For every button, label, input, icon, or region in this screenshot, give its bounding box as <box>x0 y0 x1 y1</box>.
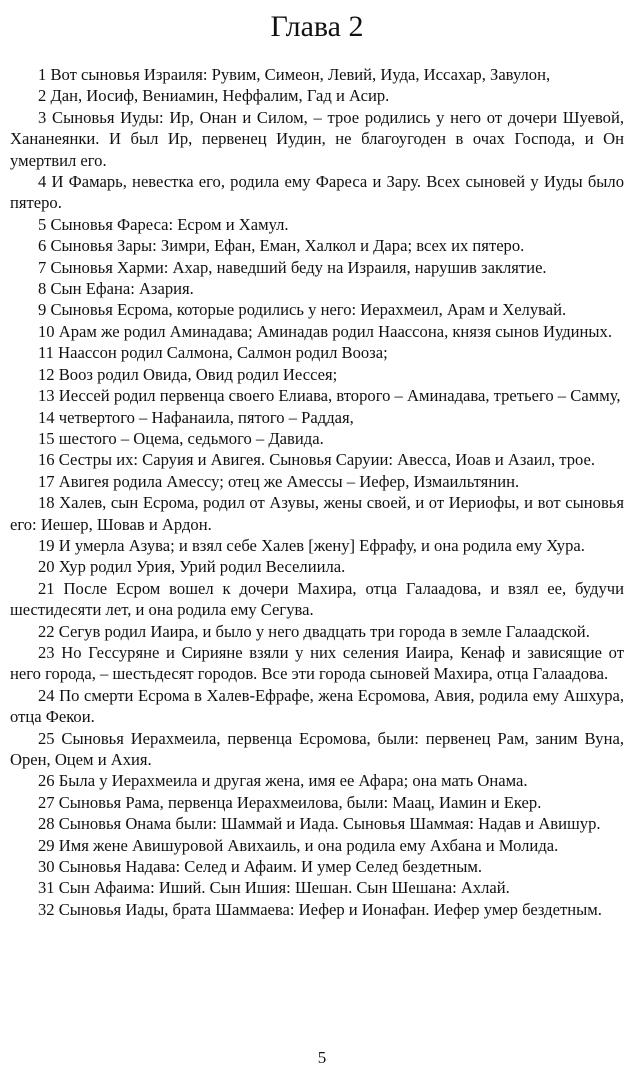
verse-paragraph: 26 Была у Иерахмеила и другая жена, имя ее Афара; она мать Онама. <box>38 771 528 791</box>
verse-paragraph: 29 Имя жене Авишуровой Авихаиль, и она родила ему Ахбана и Молида. <box>38 835 559 855</box>
verse-paragraph: 17 Авигея родила Амессу; отец же Амессы – Иефер, Измаильтянин. <box>38 471 520 491</box>
verse-paragraph: 13 Иессей родил первенца своего Елиава, второго – Аминадава, третьего – Самму, <box>38 386 621 406</box>
verse-paragraph: 4 И Фамарь, невестка его, родила ему Фареса и Зару. Всех сыновей у Иуды было пятеро. <box>10 172 624 213</box>
verse-paragraph: 28 Сыновья Онама были: Шаммай и Иада. Сыновья Шаммая: Надав и Авишур. <box>38 814 601 834</box>
verse-paragraph: 19 И умерла Азува; и взял себе Халев [жену] Ефрафу, и она родила ему Хура. <box>38 535 585 555</box>
verse-paragraph: 9 Сыновья Есрома, которые родились у него: Иерахмеил, Арам и Хелувай. <box>38 300 567 320</box>
verse-paragraph: 31 Сын Афаима: Иший. Сын Ишия: Шешан. Сын Шешана: Ахлай. <box>38 878 510 898</box>
verse-paragraph: 6 Сыновья Зары: Зимри, Ефан, Еман, Халкол и Дара; всех их пятеро. <box>38 236 525 256</box>
verse-paragraph: 22 Сегув родил Иаира, и было у него двадцать три города в земле Галаадской. <box>38 621 590 641</box>
verse-paragraph: 32 Сыновья Иады, брата Шаммаева: Иефер и Ионафан. Иефер умер бездетным. <box>38 899 602 919</box>
verse-paragraph: 16 Сестры их: Саруия и Авигея. Сыновья Саруии: Авесса, Иоав и Азаил, трое. <box>38 450 596 470</box>
verse-paragraph: 25 Сыновья Иерахмеила, первенца Есромова, были: первенец Рам, заним Вуна, Орен, Оцем и Ахия. <box>10 728 624 769</box>
verse-paragraph: 7 Сыновья Харми: Ахар, наведший беду на Израиля, нарушив заклятие. <box>38 257 547 277</box>
verse-paragraph: 14 четвертого – Нафанаила, пятого – Раддая, <box>38 407 354 427</box>
verse-paragraph: 30 Сыновья Надава: Селед и Афаим. И умер Селед бездетным. <box>38 857 483 877</box>
verse-list <box>10 64 624 920</box>
verse-paragraph: 21 После Есром вошел к дочери Махира, отца Галаадова, и взял ее, будучи шестидесяти лет, и она родила ему Сегува. <box>10 578 624 620</box>
verse-paragraph: 8 Сын Ефана: Азария. <box>38 279 194 299</box>
verse-paragraph: 15 шестого – Оцема, седьмого – Давида. <box>38 428 324 448</box>
verse-paragraph: 23 Но Гессуряне и Сирияне взяли у них селения Иаира, Кенаф и зависящие от него города, – шестьдесят городов. Все эти города сыновей Махира, отца Галаадова. <box>10 642 624 684</box>
verse-paragraph: 27 Сыновья Рама, первенца Иерахмеилова, были: Маац, Иамин и Екер. <box>38 792 542 812</box>
chapter-title: Глава 2 <box>270 10 364 43</box>
page-number: 5 <box>317 1048 327 1067</box>
verse-paragraph: 2 Дан, Иосиф, Вениамин, Неффалим, Гад и Асир. <box>38 86 390 106</box>
verse-paragraph: 12 Вооз родил Овида, Овид родил Иессея; <box>38 364 338 384</box>
verse-paragraph: 24 По смерти Есрома в Халев-Ефрафе, жена Есромова, Авия, родила ему Ашхура, отца Фекои. <box>10 685 624 727</box>
verse-paragraph: 18 Халев, сын Есрома, родил от Азувы, жены своей, и от Иериофы, и вот сыновья его: Иешер, Шовав и Ардон. <box>10 493 624 534</box>
verse-paragraph: 3 Сыновья Иуды: Ир, Онан и Силом, – трое родились у него от дочери Шуевой, Хананеянки. И был Ир, первенец Иудин, не благоугоден в очах Господа, и Он умертвил его. <box>10 107 624 170</box>
verse-paragraph: 11 Наассон родил Салмона, Салмон родил Вооза; <box>38 343 388 363</box>
verse-paragraph: 5 Сыновья Фареса: Есром и Хамул. <box>38 214 289 234</box>
verse-paragraph: 10 Арам же родил Аминадава; Аминадав родил Наассона, князя сынов Иудиных. <box>38 321 612 341</box>
verse-paragraph: 1 Вот сыновья Израиля: Рувим, Симеон, Левий, Иуда, Иссахар, Завулон, <box>38 65 551 84</box>
verse-paragraph: 20 Хур родил Урия, Урий родил Веселиила. <box>38 557 346 577</box>
